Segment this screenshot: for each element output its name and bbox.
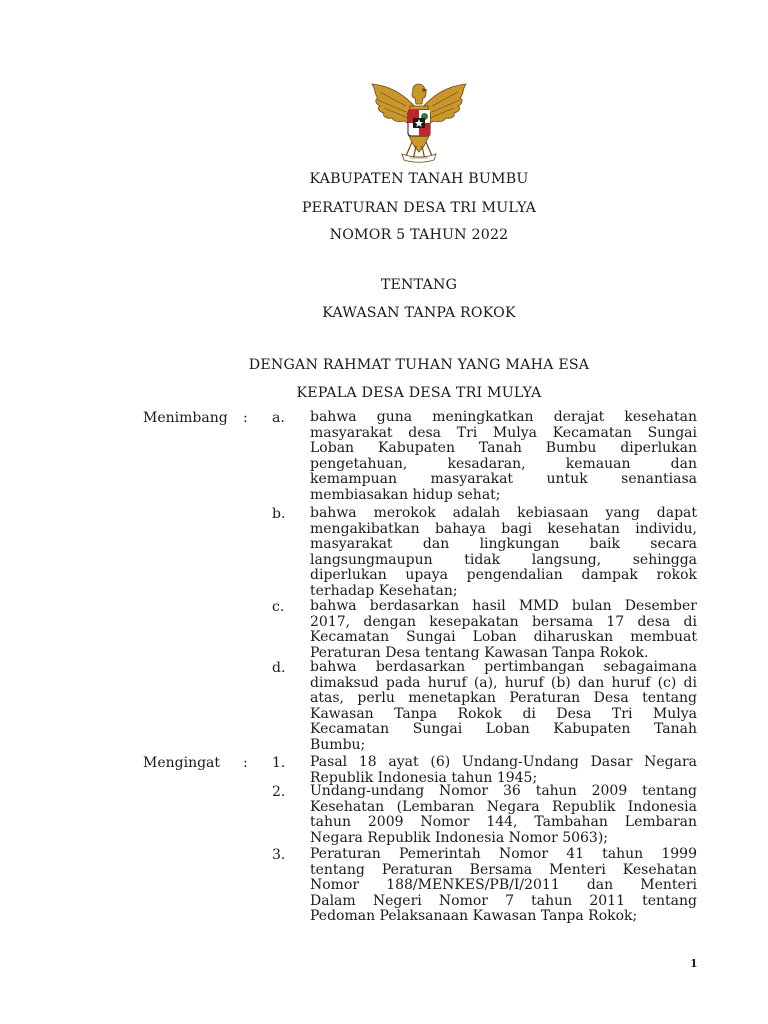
text-line: masyarakat dan lingkungan baik secara	[310, 536, 697, 553]
text-line: Pasal 18 ayat (6) Undang-Undang Dasar Negara	[310, 754, 697, 770]
header-number: NOMOR 5 TAHUN 2022	[329, 227, 509, 243]
text-line: bahwa merokok adalah kebiasaan yang dapat	[310, 505, 697, 521]
text-line: dimaksud pada huruf (a), huruf (b) dan huruf (c) di	[310, 674, 697, 691]
item-text	[310, 506, 697, 600]
text-line: Peraturan Desa tentang Kawasan Tanpa Rokok.	[310, 644, 649, 661]
text-line: Republik Indonesia tahun 1945;	[310, 769, 538, 786]
text-line: mengakibatkan bahaya bagi kesehatan individu,	[310, 520, 697, 537]
item-marker: 2.	[272, 784, 286, 800]
text-line: bahwa berdasarkan pertimbangan sebagaimana	[310, 659, 697, 675]
header-regulation: PERATURAN DESA TRI MULYA	[301, 200, 537, 216]
item-text	[310, 755, 697, 786]
header-official: KEPALA DESA DESA TRI MULYA	[296, 385, 542, 401]
text-line: Kesehatan (Lembaran Negara Republik Indonesia	[310, 798, 697, 815]
page-number: 1	[690, 957, 698, 970]
header-regency: KABUPATEN TANAH BUMBU	[309, 171, 529, 187]
text-line: langsungmaupun tidak langsung, sehingga	[310, 551, 697, 568]
item-text	[310, 660, 697, 754]
header-blessing: DENGAN RAHMAT TUHAN YANG MAHA ESA	[248, 357, 590, 373]
menimbang-colon: :	[243, 410, 248, 426]
text-line: 2017, dengan kesepakatan bersama 17 desa di	[310, 613, 697, 630]
text-line: kemampuan masyarakat untuk senantiasa	[310, 471, 697, 488]
text-line: masyarakat desa Tri Mulya Kecamatan Sungai	[310, 424, 697, 441]
text-line: tahun 2009 Nomor 144, Tambahan Lembaran	[310, 814, 697, 831]
item-marker: 3.	[272, 847, 286, 863]
text-line: terhadap Kesehatan;	[310, 582, 458, 599]
text-line: Kecamatan Sungai Loban Kabupaten Tanah	[310, 721, 697, 738]
text-line: Loban Kabupaten Tanah Bumbu diperlukan	[310, 440, 697, 457]
text-line: bahwa berdasarkan hasil MMD bulan Desember	[310, 598, 697, 614]
text-line: bahwa guna meningkatkan derajat kesehatan	[310, 409, 697, 425]
text-line: Peraturan Pemerintah Nomor 41 tahun 1999	[310, 846, 697, 862]
text-line: Pedoman Pelaksanaan Kawasan Tanpa Rokok;	[310, 908, 638, 925]
item-text	[310, 784, 697, 846]
mengingat-label: Mengingat	[143, 755, 221, 771]
mengingat-colon: :	[243, 755, 248, 771]
text-line: tentang Peraturan Bersama Menteri Kesehatan	[310, 861, 697, 878]
item-text	[310, 847, 697, 925]
text-line: diperlukan upaya pengendalian dampak rokok	[310, 567, 697, 584]
text-line: pengetahuan, kesadaran, kemauan dan	[310, 455, 697, 472]
menimbang-label: Menimbang	[143, 410, 228, 426]
text-line: Nomor 188/MENKES/PB/I/2011 dan Menteri	[310, 877, 697, 894]
text-line: Undang-undang Nomor 36 tahun 2009 tentang	[310, 783, 697, 799]
item-marker: b.	[272, 506, 286, 522]
text-line: Kecamatan Sungai Loban diharuskan membuat	[310, 629, 697, 646]
text-line: Kawasan Tanpa Rokok di Desa Tri Mulya	[310, 705, 697, 722]
item-marker: c.	[272, 599, 285, 615]
item-marker: d.	[272, 660, 286, 676]
text-line: atas, perlu menetapkan Peraturan Desa tentang	[310, 690, 697, 707]
garuda-emblem-icon	[366, 76, 472, 166]
text-line: Dalam Negeri Nomor 7 tahun 2011 tentang	[310, 892, 697, 909]
text-line: Negara Republik Indonesia Nomor 5063);	[310, 829, 609, 846]
header-subject: KAWASAN TANPA ROKOK	[322, 305, 516, 321]
item-text	[310, 410, 697, 504]
text-line: membiasakan hidup sehat;	[310, 486, 501, 503]
text-line: Bumbu;	[310, 736, 366, 753]
header-about: TENTANG	[380, 277, 458, 293]
item-marker: 1.	[272, 755, 286, 771]
item-marker: a.	[272, 410, 285, 426]
item-text	[310, 599, 697, 661]
